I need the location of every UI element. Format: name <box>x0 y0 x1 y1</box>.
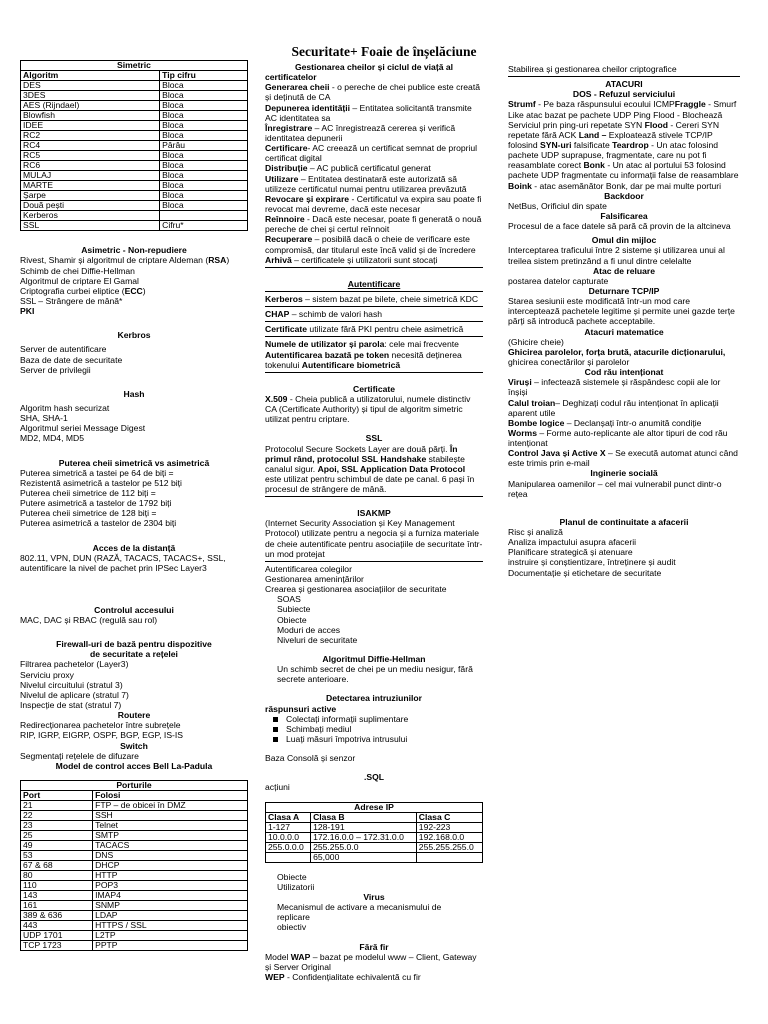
table-cell: Bloca <box>160 111 248 121</box>
table-cell: SSH <box>93 811 248 821</box>
table-cell: TCP 1723 <box>21 941 93 951</box>
table-cell: 192-223 <box>416 822 482 832</box>
table-cell: LDAP <box>93 911 248 921</box>
text-line: Algoritmul de criptare El Gamal <box>20 275 139 286</box>
ports-table <box>20 780 248 951</box>
item-term: Flood <box>644 119 668 130</box>
table-cell: Bloca <box>160 191 248 201</box>
section-subheading: răspunsuri active <box>265 703 337 714</box>
section-heading: Falsificarea <box>600 210 648 221</box>
item-term: Utilizare <box>265 173 299 184</box>
item-term: Înregistrare <box>265 122 313 133</box>
text-line: Filtrarea pachetelor (Layer3) <box>20 659 129 670</box>
list-item <box>508 398 740 418</box>
table-cell: 25 <box>21 831 93 841</box>
item-term: Reînnoire <box>265 214 305 225</box>
item-desc: Exploatează stivele TCP/IP folosind <box>508 129 713 150</box>
table-cell: Bloca <box>160 161 248 171</box>
table-row <box>21 831 248 841</box>
table-cell: RC5 <box>21 151 160 161</box>
section-heading: Inginerie socială <box>590 468 658 479</box>
list-item <box>265 194 483 214</box>
text-block: (Internet Security Association și Key Management Protocol) utilizate pentru a negocia și a furniza materiale de cheie autentificate pentru asociațiile de securitate într-un mod protejat <box>265 518 483 559</box>
item-desc: – infectează sistemele și răspândesc copii ale lor înșiși <box>508 377 721 398</box>
text-line: Risc și analiză <box>508 527 563 538</box>
section-heading: .SQL <box>363 772 385 783</box>
table-cell: Telnet <box>93 821 248 831</box>
item-desc: - Dacă este necesar, poate fi generată o nouă pereche de chei și certul reînnoit <box>265 214 482 235</box>
table-cell: HTTPS / SSL <box>93 921 248 931</box>
section-heading: Atac de reluare <box>592 265 656 276</box>
list-item <box>265 82 483 102</box>
item-desc: – certificatele și utilizatorii sunt stocați <box>291 254 438 265</box>
section-heading: Cod rău intenționat <box>584 367 664 378</box>
section-heading: Omul din mijloc <box>591 235 657 246</box>
text-block <box>508 99 740 190</box>
table-header: Clasa B <box>311 812 417 822</box>
item-term: Arhivă <box>265 254 292 265</box>
table-row <box>21 931 248 941</box>
item-term: Calul troian <box>508 397 556 408</box>
section-heading: Fără fir <box>359 941 389 952</box>
table-cell: Bloca <box>160 101 248 111</box>
table-header: Algoritm <box>21 71 160 81</box>
list-item <box>265 234 483 254</box>
table-cell: SNMP <box>93 901 248 911</box>
table-cell: 143 <box>21 891 93 901</box>
column-right <box>508 64 740 578</box>
table-cell: MULAJ <box>21 171 160 181</box>
text-line: RIP, IGRP, EIGRP, OSPF, BGP, EGP, IS-IS <box>20 730 184 741</box>
text-block: Manipularea oamenilor – cel mai vulnerabil punct dintr-o rețea <box>508 478 722 499</box>
table-row <box>21 131 248 141</box>
text-line: 802.11, VPN, DUN (RAZĂ, TACACS, TACACS+, SSL, <box>20 552 226 563</box>
table-caption: Adrese IP <box>266 802 483 812</box>
ip-table <box>265 802 483 863</box>
table-row <box>266 832 483 842</box>
table-row <box>21 871 248 881</box>
table-row <box>266 852 483 862</box>
table-cell: Bloca <box>160 151 248 161</box>
table-header: Clasa C <box>416 812 482 822</box>
table-cell: Bloca <box>160 181 248 191</box>
item-desc: - Un atac al portului 53 folosind pachete UDP fragmentate cu informații false de reasamblare <box>508 160 739 181</box>
section-heading: Planul de continuitate a afacerii <box>559 516 689 527</box>
text-line: Utilizatorii <box>277 881 315 892</box>
text-block: X.509 - Cheia publică a utilizatorului, numele distinctiv CA (Certificate Authority) și tipul de algoritm simetric utilizat pentru criptare. <box>265 393 471 425</box>
text-line: Server de privilegii <box>20 364 91 375</box>
table-cell: Două pești <box>21 201 160 211</box>
item-desc: - Certificatul va expira sau poate fi revocat mai devreme, dacă este necesar <box>265 193 482 214</box>
table-cell: 172.16.0.0 – 172.31.0.0 <box>311 832 417 842</box>
section-heading: Asimetric - Non-repudiere <box>81 245 187 256</box>
section-heading: ISAKMP <box>357 508 391 519</box>
list-item <box>508 448 740 468</box>
section-heading: Deturnare TCP/IP <box>588 285 660 296</box>
text-line: SSL – Strângere de mână* <box>20 295 123 306</box>
item-desc: – Entitatea solicitantă transmite AC identitatea sa <box>265 102 472 123</box>
item-desc: – Se execută automat atunci când este trimis prin e-mail <box>508 448 738 469</box>
item-desc: – Forme auto-replicante ale altor tipuri de cod rău intenționat <box>508 427 728 449</box>
text-line: Autentificarea colegilor <box>265 563 352 574</box>
table-row <box>21 151 248 161</box>
list-item <box>265 255 483 265</box>
table-cell: IDEE <box>21 121 160 131</box>
text-block: Model WAP – bazat pe modelul www – Client, Gateway și Server Original <box>265 951 477 972</box>
item-term: Recuperare <box>265 234 313 245</box>
text-line: NetBus, Orificiul din spate <box>508 200 607 211</box>
text-line: SHA, SHA-1 <box>20 413 68 424</box>
text-line: Numele de utilizator și parola: cele mai frecvente <box>265 339 459 350</box>
table-cell: Bloca <box>160 171 248 181</box>
text-line: Certificate utilizate fără PKI pentru cheie asimetrică <box>265 324 464 335</box>
text-line: postarea datelor capturate <box>508 275 609 286</box>
list-item <box>265 163 483 173</box>
item-term: Bombe logice <box>508 417 565 428</box>
item-term: Depunerea identității <box>265 102 350 113</box>
list-item <box>265 174 483 194</box>
text-line: (Ghicire cheie) <box>508 336 564 347</box>
bullet-item: Colectați informații suplimentare <box>265 714 483 724</box>
text-line: Nivelul circuitului (stratul 3) <box>20 679 123 690</box>
text-line: ghicirea conectărilor și parolelor <box>508 356 630 367</box>
text-line: MAC, DAC și RBAC (regulă sau rol) <box>20 615 158 626</box>
table-header: Folosi <box>93 791 248 801</box>
text-line: Documentație și etichetare de securitate <box>508 567 662 578</box>
text-line: Puterea asimetrică a tastelor de 2304 biți <box>20 518 177 529</box>
section-heading: Puterea cheii simetrică vs asimetrică <box>58 457 210 468</box>
section-heading: Backdoor <box>604 190 644 201</box>
table-caption: Porturile <box>21 781 248 791</box>
table-cell: 23 <box>21 821 93 831</box>
text-block: Starea sesiunii este modificată într-un mod care interceptează pachetele legitime și permite unei gazde terțe părți să introducă pachete acceptabile. <box>508 296 735 327</box>
list-item <box>265 103 483 123</box>
item-term: Teardrop <box>612 139 649 150</box>
section-heading: ATACURI <box>605 79 643 90</box>
item-term: Control Java și Active X <box>508 448 606 459</box>
text-line: Mecanismul de activare a mecanismului de <box>277 902 442 913</box>
text-line: instruire și conștientizare, întreținere și audit <box>508 557 676 568</box>
text-line: CHAP – schimb de valori hash <box>265 309 383 320</box>
text-line: autentificare la nivel de pachet prin IPSec Layer3 <box>20 562 207 573</box>
text-line: SOAS <box>277 594 301 605</box>
text-line: Subiecte <box>277 604 311 615</box>
text-line: Puterea cheii simetrice de 112 biți = <box>20 487 156 498</box>
item-term: Revocare și expirare <box>265 193 350 204</box>
text-line: Obiecte <box>277 614 307 625</box>
table-cell: MARTE <box>21 181 160 191</box>
page-title: Securitate+ Foaie de înșelăciune <box>291 44 477 59</box>
item-desc: - Pe baza răspunsului ecoului ICMP <box>535 99 675 110</box>
text-line: Algoritm hash securizat <box>20 402 110 413</box>
item-term: Certificare <box>265 143 308 154</box>
table-row <box>21 821 248 831</box>
table-cell: IMAP4 <box>93 891 248 901</box>
table-cell: Bloca <box>160 81 248 91</box>
table-cell: 192.168.0.0 <box>416 832 482 842</box>
section-heading: SSL <box>365 433 383 444</box>
section-heading: certificatelor <box>265 72 317 83</box>
item-term: Boink <box>508 180 532 191</box>
text-line: Redirecționarea pachetelor între subrețele <box>20 720 181 731</box>
table-row <box>21 101 248 111</box>
table-cell: L2TP <box>93 931 248 941</box>
text-line: Algoritmul seriei Message Digest <box>20 423 146 434</box>
table-header: Clasa A <box>266 812 311 822</box>
text-line: obiectiv <box>277 922 307 933</box>
table-header: Port <box>21 791 93 801</box>
list-item <box>265 214 483 234</box>
table-cell: 161 <box>21 901 93 911</box>
text-line: acțiuni <box>265 782 290 793</box>
item-desc: – Deghizați codul rău intenționat în aplicații aparent utile <box>508 397 719 418</box>
text-line: Planificare strategică și atenuare <box>508 547 633 558</box>
table-row <box>21 921 248 931</box>
table-row <box>21 191 248 201</box>
text-line: Stabilirea și gestionarea cheilor criptografice <box>508 64 677 74</box>
item-desc: - Smurf Like atac bazat pe pachete UDP Ping Flood - Blochează Serviciul prin ping-uri repetate SYN <box>508 99 737 130</box>
list-item <box>265 123 483 143</box>
text-line: Inspecție de stat (stratul 7) <box>20 700 122 711</box>
table-row <box>21 801 248 811</box>
bullet-item: Schimbați mediul <box>265 724 483 734</box>
table-cell: 255.0.0.0 <box>266 842 311 852</box>
text-line: Moduri de acces <box>277 624 341 635</box>
table-cell: POP3 <box>93 881 248 891</box>
section-heading: Hash <box>123 388 145 399</box>
text-line: Crearea și gestionarea asociațiilor de securitate <box>265 584 447 595</box>
text-block: Protocolul Secure Sockets Layer are două părți. În primul rând, protocolul SSL Handshake stabilește canalul sigur. Apoi, SSL Application Data Protocol este utilizat pentru schimbul de date pe canal. 6 pași în procesul de strângere de mână. <box>265 443 475 495</box>
text-block: Un schimb secret de chei pe un mediu nesigur, fără secrete anterioare. <box>277 664 473 685</box>
table-row <box>21 861 248 871</box>
text-line: Autentificarea bazată pe token necesită deținerea tokenului Autentificare biometrică <box>265 349 462 370</box>
table-row <box>21 811 248 821</box>
table-caption: Simetric <box>21 61 248 71</box>
item-term: Viruși <box>508 377 532 388</box>
table-row <box>21 941 248 951</box>
table-row <box>21 181 248 191</box>
section-heading: Firewall-uri de bază pentru dispozitive <box>56 639 212 650</box>
text-line: Obiecte <box>277 871 307 882</box>
item-desc: - Cereri SYN repetate fără ACK <box>508 119 720 140</box>
item-desc: - Un atac folosind pachete UDP suprapuse, fragmentate, care nu pot fi reasamblate corect <box>508 139 719 171</box>
table-cell: Bloca <box>160 91 248 101</box>
table-cell: Pârâu <box>160 141 248 151</box>
table-cell: FTP – de obicei în DMZ <box>93 801 248 811</box>
table-cell: 255.255.0.0 <box>311 842 417 852</box>
table-row <box>21 901 248 911</box>
section-heading: Kerbros <box>117 330 151 341</box>
section-heading: Acces de la distanță <box>92 542 176 553</box>
list-item <box>265 143 483 163</box>
table-cell: 128-191 <box>311 822 417 832</box>
table-row <box>21 881 248 891</box>
table-cell: 49 <box>21 841 93 851</box>
item-desc: - atac asemănător Bonk, dar pe mai multe porturi <box>531 180 722 191</box>
text-line: Baza Consolă și senzor <box>265 753 356 764</box>
table-cell: Bloca <box>160 121 248 131</box>
table-row <box>21 171 248 181</box>
text-line: Server de autentificare <box>20 344 107 355</box>
text-line: replicare <box>277 912 310 923</box>
text-line: Niveluri de securitate <box>277 634 358 645</box>
table-cell: AES (Rijndael) <box>21 101 160 111</box>
text-line: Schimb de chei Diffie-Hellman <box>20 265 135 276</box>
table-cell: Cifru* <box>160 221 248 231</box>
item-term: Strumf <box>508 99 536 110</box>
table-cell: Bloca <box>160 131 248 141</box>
table-header: Tip cifru <box>160 71 248 81</box>
text-line: Puterea cheii simetrice de 128 biți = <box>20 508 157 519</box>
text-line: Segmentați rețelele de difuzare <box>20 750 139 761</box>
text-line: Analiza impactului asupra afacerii <box>508 537 637 548</box>
table-cell: RC2 <box>21 131 160 141</box>
text-line: Kerberos – sistem bazat pe bilete, cheie simetrică KDC <box>265 293 479 304</box>
text-line: PKI <box>20 306 35 317</box>
column-middle <box>265 62 483 982</box>
table-cell: 21 <box>21 801 93 811</box>
item-desc: – AC publică certificatul generat <box>307 163 431 174</box>
item-term: Worms <box>508 427 537 438</box>
text-line: Ghicirea parolelor, forța brută, atacurile dicționarului, <box>508 346 726 357</box>
text-block: Procesul de a face datele să pară că provin de la altcineva <box>508 221 731 232</box>
section-heading: Controlul accesului <box>94 604 174 615</box>
table-cell <box>160 211 248 221</box>
table-cell: 443 <box>21 921 93 931</box>
section-heading: Switch <box>120 740 148 751</box>
table-cell: 65,000 <box>311 852 417 862</box>
table-row <box>21 141 248 151</box>
item-term: SYN-uri <box>540 139 572 150</box>
text-block: Interceptarea traficului între 2 sisteme și utilizarea unui al treilea sistem pretinzând a fi unul dintre celelalte <box>508 245 725 266</box>
table-cell: DES <box>21 81 160 91</box>
text-line: Baza de date de securitate <box>20 354 123 365</box>
table-cell <box>416 852 482 862</box>
table-cell: 80 <box>21 871 93 881</box>
text-line: Criptografia curbei eliptice (ECC) <box>20 285 146 296</box>
table-cell: DNS <box>93 851 248 861</box>
table-row <box>21 911 248 921</box>
text-line: Gestionarea amenințărilor <box>265 574 364 585</box>
item-term: Fraggle <box>674 99 706 110</box>
item-desc: – AC înregistrează cererea și verifică identitatea depunerii <box>265 122 456 143</box>
table-row <box>266 822 483 832</box>
section-heading: Model de control acces Bell La-Padula <box>55 760 213 771</box>
list-item <box>508 377 740 397</box>
table-row <box>21 81 248 91</box>
table-row <box>21 111 248 121</box>
table-row <box>21 161 248 171</box>
table-cell: 255.255.255.0 <box>416 842 482 852</box>
item-desc: – Entitatea destinatară este autorizată să utilizeze certificatul numai pentru utilizarea prevăzută <box>265 173 467 194</box>
table-cell: Blowfish <box>21 111 160 121</box>
text-line: Rivest, Shamir și algoritmul de criptare Aldeman (RSA) <box>20 255 230 266</box>
item-term: Bonk <box>583 160 605 171</box>
table-cell: 67 & 68 <box>21 861 93 871</box>
table-cell: PPTP <box>93 941 248 951</box>
table-row <box>21 211 248 221</box>
table-row <box>21 891 248 901</box>
table-cell: RC4 <box>21 141 160 151</box>
text-line: MD2, MD4, MD5 <box>20 433 84 444</box>
text-line: Puterea simetrică a tastei pe 64 de biți = <box>20 467 174 478</box>
section-heading: Detectarea intruziunilor <box>326 693 422 704</box>
section-heading: Certificate <box>352 383 396 394</box>
list-item <box>508 418 740 428</box>
table-cell: Bloca <box>160 201 248 211</box>
section-heading: Routere <box>117 710 151 721</box>
section-heading: Atacuri matematice <box>584 326 664 337</box>
item-desc: - o pereche de chei publice este creată și deținută de CA <box>265 82 480 103</box>
section-heading: Gestionarea cheilor și ciclul de viață al <box>294 62 454 72</box>
item-desc: – Declanșați într-o anumită condiție <box>564 417 702 428</box>
table-cell: 53 <box>21 851 93 861</box>
table-cell: SSL <box>21 221 160 231</box>
table-cell: RC6 <box>21 161 160 171</box>
table-row <box>21 121 248 131</box>
table-row <box>21 221 248 231</box>
table-cell: Șarpe <box>21 191 160 201</box>
text-line: Serviciu proxy <box>20 669 74 680</box>
table-cell: TACACS <box>93 841 248 851</box>
table-row <box>266 842 483 852</box>
bullet-item: Luați măsuri împotriva intrusului <box>265 734 483 744</box>
symmetric-table <box>20 60 248 231</box>
table-row <box>21 851 248 861</box>
text-line: Putere asimetrică a tastelor de 1792 biți <box>20 498 172 509</box>
table-row <box>21 201 248 211</box>
table-row <box>21 91 248 101</box>
table-cell: 10.0.0.0 <box>266 832 311 842</box>
list-item <box>508 428 740 448</box>
section-heading: Virus <box>363 891 385 902</box>
column-left <box>20 60 248 951</box>
table-cell: 1-127 <box>266 822 311 832</box>
section-heading: Autentificare <box>347 278 401 289</box>
item-desc: – posibilă dacă o cheie de verificare este compromisă, dar titularul este încă valid și de încredere <box>265 234 476 255</box>
table-cell: HTTP <box>93 871 248 881</box>
text-line: WEP - Confidențialitate echivalentă cu fir <box>265 971 421 982</box>
section-heading: de securitate a rețelei <box>90 649 178 660</box>
item-desc: - AC creează un certificat semnat de propriul certificat digital <box>265 143 478 164</box>
section-heading: Algoritmul Diffie-Hellman <box>322 654 426 665</box>
table-cell: 389 & 636 <box>21 911 93 921</box>
table-cell: UDP 1701 <box>21 931 93 941</box>
table-cell: DHCP <box>93 861 248 871</box>
text-line: Nivelul de aplicare (stratul 7) <box>20 689 129 700</box>
table-row <box>21 841 248 851</box>
item-term: Generarea cheii <box>265 82 330 93</box>
table-cell: 110 <box>21 881 93 891</box>
table-cell: Kerberos <box>21 211 160 221</box>
table-cell: 22 <box>21 811 93 821</box>
section-heading: DOS - Refuzul serviciului <box>572 89 676 100</box>
table-cell: 3DES <box>21 91 160 101</box>
text-line: Rezistentă asimetrică a tastelor pe 512 biți <box>20 477 182 488</box>
item-term: Distribuție <box>265 163 308 174</box>
item-term: Land – <box>578 129 607 140</box>
item-desc: falsificate <box>571 139 613 150</box>
table-cell <box>266 852 311 862</box>
table-cell: SMTP <box>93 831 248 841</box>
